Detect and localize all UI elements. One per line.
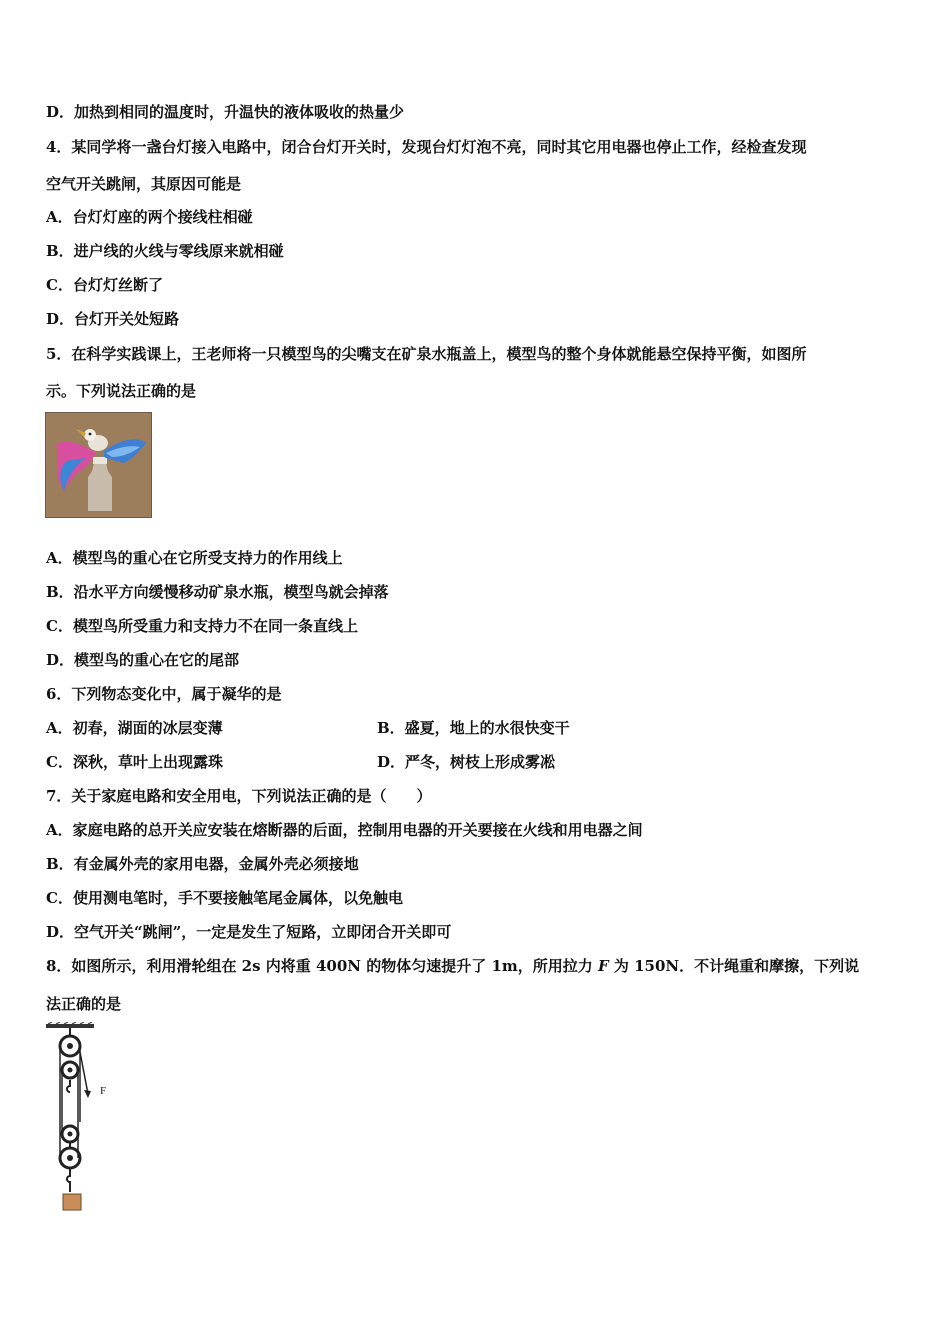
line-q3-option-d: D．加热到相同的温度时，升温快的液体吸收的热量少 (46, 103, 405, 121)
question-8-stem-part2: 为 150N．不计绳重和摩擦，下列说 (608, 957, 860, 975)
question-7-option-a: A．家庭电路的总开关应安装在熔断器的后面，控制用电器的开关要接在火线和用电器之间 (46, 821, 643, 839)
force-symbol: F (598, 957, 609, 975)
question-5-option-c: C．模型鸟所受重力和支持力不在同一条直线上 (46, 617, 358, 635)
question-7-option-d: D．空气开关“跳闸”，一定是发生了短路，立即闭合开关即可 (46, 923, 452, 941)
question-6-stem: 6．下列物态变化中，属于凝华的是 (46, 685, 282, 703)
question-6-option-c: C．深秋，草叶上出现露珠 (46, 753, 223, 771)
question-5-stem-line1: 5．在科学实践课上，王老师将一只模型鸟的尖嘴支在矿泉水瓶盖上，模型鸟的整个身体就能悬空保持平衡，如图所 (46, 345, 807, 363)
question-8-stem-line2: 法正确的是 (46, 995, 122, 1013)
question-5-option-a: A．模型鸟的重心在它所受支持力的作用线上 (46, 549, 343, 567)
question-5-option-d: D．模型鸟的重心在它的尾部 (46, 651, 240, 669)
model-bird-photo (45, 412, 152, 518)
question-7-option-c: C．使用测电笔时，手不要接触笔尾金属体，以免触电 (46, 889, 403, 907)
question-7-option-b: B．有金属外壳的家用电器，金属外壳必须接地 (46, 855, 359, 873)
question-6-option-a: A．初春，湖面的冰层变薄 (46, 719, 223, 737)
question-5-stem-line2: 示。下列说法正确的是 (46, 382, 197, 400)
pulley-system-drawing (46, 1022, 116, 1214)
question-6-option-d: D．严冬，树枝上形成雾凇 (377, 753, 556, 771)
question-4-option-a: A．台灯灯座的两个接线柱相碰 (46, 208, 253, 226)
question-4-option-d: D．台灯开关处短路 (46, 310, 180, 328)
question-8-stem-part1: 8．如图所示，利用滑轮组在 2s 内将重 400N 的物体匀速提升了 1m，所用拉力 (46, 957, 598, 975)
question-5-option-b: B．沿水平方向缓慢移动矿泉水瓶，模型鸟就会掉落 (46, 583, 389, 601)
question-4-stem-line2: 空气开关跳闸，其原因可能是 (46, 175, 242, 193)
question-4-stem-line1: 4．某同学将一盏台灯接入电路中，闭合台灯开关时，发现台灯灯泡不亮，同时其它用电器也停止工作，经检查发现 (46, 138, 807, 156)
question-8-stem-line1 (46, 955, 859, 977)
pulley-system-diagram (46, 1022, 116, 1214)
question-4-option-b: B．进户线的火线与零线原来就相碰 (46, 242, 284, 260)
force-label: F (100, 1085, 107, 1097)
question-6-option-b: B．盛夏，地上的水很快变干 (377, 719, 570, 737)
question-4-option-c: C．台灯灯丝断了 (46, 276, 163, 294)
model-bird-illustration (46, 413, 151, 517)
question-7-stem: 7．关于家庭电路和安全用电，下列说法正确的是（ ） (46, 787, 432, 805)
